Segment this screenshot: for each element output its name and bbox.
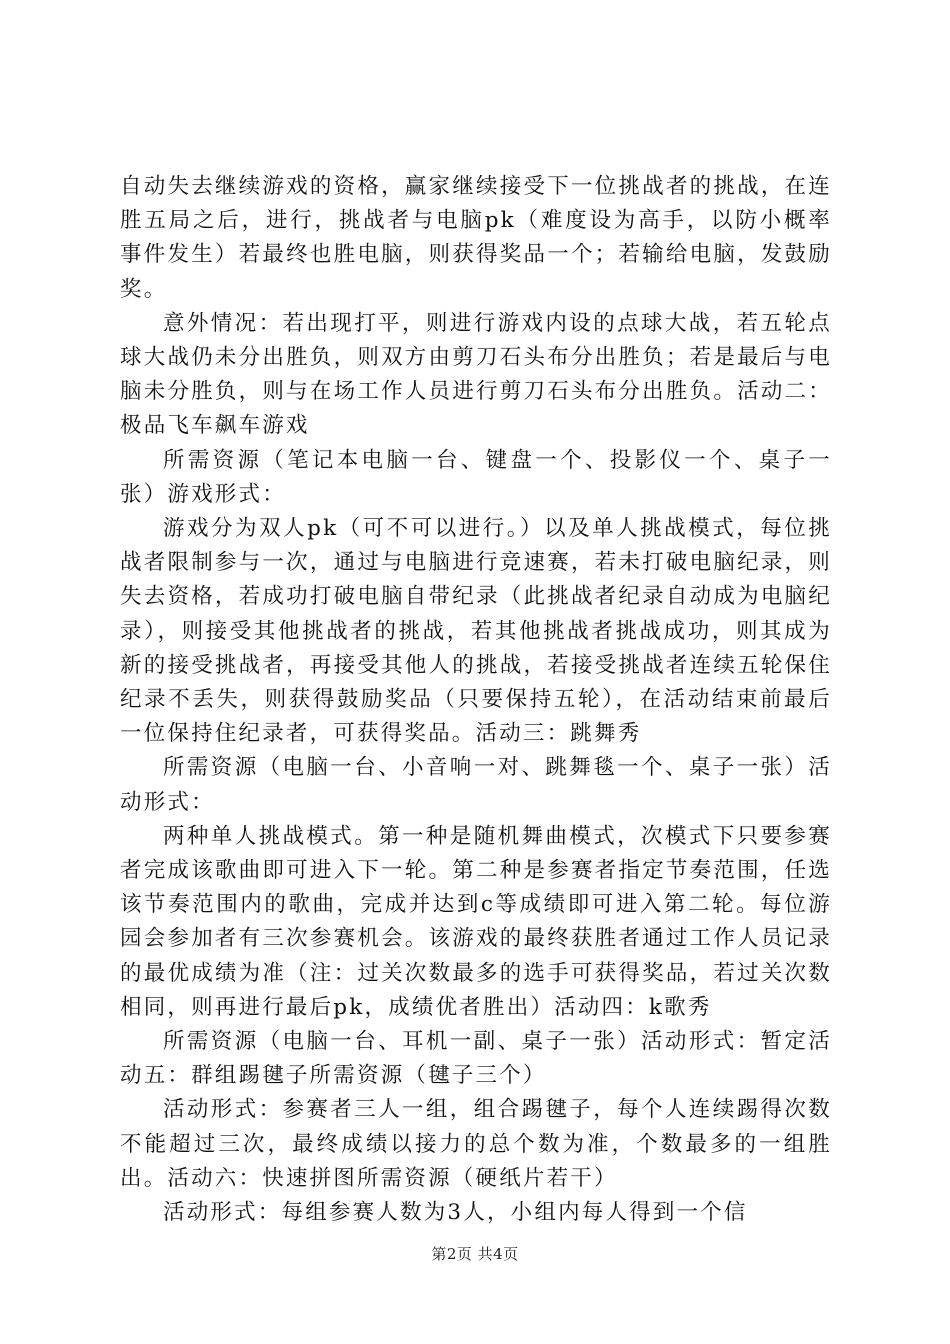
paragraph-2: 意外情况：若出现打平，则进行游戏内设的点球大战，若五轮点球大战仍未分出胜负，则双方由剪刀石头布分出胜负；若是最后与电脑未分胜负，则与在场工作人员进行剪刀石头布分出胜负。活动二：极品飞车飙车游戏 <box>120 310 832 439</box>
paragraph-1: 自动失去继续游戏的资格，赢家继续接受下一位挑战者的挑战，在连胜五局之后，进行，挑战者与电脑pk（难度设为高手，以防小概率事件发生）若最终也胜电脑，则获得奖品一个；若输给电脑，发鼓励奖。 <box>120 174 832 302</box>
page-number: 第2页 共4页 <box>431 1245 519 1263</box>
document-body <box>120 170 832 1230</box>
paragraph-6: 两种单人挑战模式。第一种是随机舞曲模式，次模式下只要参赛者完成该歌曲即可进入下一轮。第二种是参赛者指定节奏范围，任选该节奏范围内的歌曲，完成并达到c等成绩即可进入第二轮。每位游园会参加者有三次参赛机会。该游戏的最终获胜者通过工作人员记录的最优成绩为准（注：过关次数最多的选手可获得奖品，若过关次数相同，则再进行最后pk，成绩优者胜出）活动四：k歌秀 <box>120 823 832 1020</box>
paragraph-7: 所需资源（电脑一台、耳机一副、桌子一张）活动形式：暂定活动五：群组踢毽子所需资源（毽子三个） <box>120 1029 832 1089</box>
paragraph-9: 活动形式：每组参赛人数为3人，小组内每人得到一个信 <box>163 1200 748 1226</box>
page-footer <box>0 1243 950 1264</box>
paragraph-3: 所需资源（笔记本电脑一台、键盘一个、投影仪一个、桌子一张）游戏形式： <box>120 447 832 507</box>
paragraph-4: 游戏分为双人pk（可不可以进行。）以及单人挑战模式，每位挑战者限制参与一次，通过与电脑进行竞速赛，若未打破电脑纪录，则失去资格，若成功打破电脑自带纪录（此挑战者纪录自动成为电脑纪录），则接受其他挑战者的挑战，若其他挑战者挑战成功，则其成为新的接受挑战者，再接受其他人的挑战，若接受挑战者连续五轮保住纪录不丢失，则获得鼓励奖品（只要保持五轮），在活动结束前最后一位保持住纪录者，可获得奖品。活动三：跳舞秀 <box>120 516 832 747</box>
paragraph-5: 所需资源（电脑一台、小音响一对、跳舞毯一个、桌子一张）活动形式： <box>120 755 832 815</box>
paragraph-8: 活动形式：参赛者三人一组，组合踢毽子，每个人连续踢得次数不能超过三次，最终成绩以接力的总个数为准，个数最多的一组胜出。活动六：快速拼图所需资源（硬纸片若干） <box>120 1097 832 1191</box>
